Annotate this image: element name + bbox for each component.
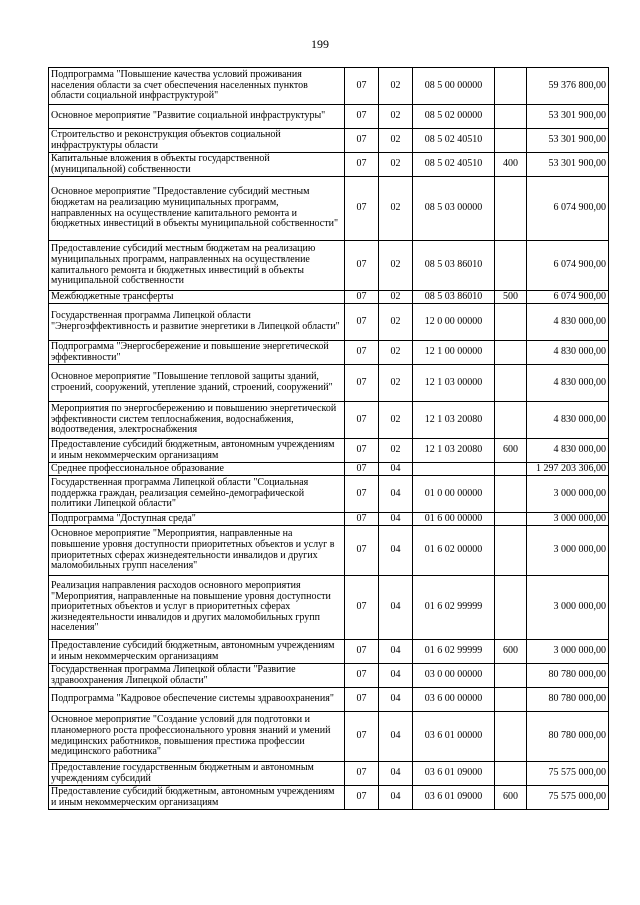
row-expense-type <box>495 762 527 786</box>
row-name: Предоставление субсидий бюджетным, автономным учреждениям и иным некоммерческим организациям <box>49 439 345 463</box>
row-expense-type <box>495 177 527 241</box>
row-expense-type <box>495 576 527 640</box>
row-target-code: 03 6 01 09000 <box>413 786 495 810</box>
table-row <box>49 526 609 576</box>
row-target-code: 12 1 03 20080 <box>413 402 495 439</box>
row-subsection: 02 <box>379 153 413 177</box>
row-expense-type: 600 <box>495 439 527 463</box>
row-expense-type: 400 <box>495 153 527 177</box>
row-name: Предоставление субсидий местным бюджетам на реализацию муниципальных программ, направленных на осуществление капитального ремонта и бюджетных инвестиций в объекты муниципальной собственности <box>49 241 345 291</box>
row-amount: 1 297 203 306,00 <box>527 463 609 476</box>
row-expense-type <box>495 365 527 402</box>
budget-table <box>48 67 609 810</box>
table-row <box>49 304 609 341</box>
row-name: Подпрограмма "Энергосбережение и повышение энергетической эффективности" <box>49 341 345 365</box>
row-name: Основное мероприятие "Мероприятия, направленные на повышение уровня доступности приоритетных объектов и услуг в приоритетных сферах жизнедеятельности инвалидов и других маломобильных групп населения" <box>49 526 345 576</box>
row-expense-type <box>495 402 527 439</box>
table-row <box>49 129 609 153</box>
row-subsection: 04 <box>379 712 413 762</box>
row-expense-type <box>495 526 527 576</box>
row-name: Подпрограмма "Повышение качества условий проживания населения области за счет обеспечения населенных пунктов области социальной инфраструктурой" <box>49 68 345 105</box>
row-amount: 75 575 000,00 <box>527 786 609 810</box>
row-subsection: 02 <box>379 304 413 341</box>
row-amount: 53 301 900,00 <box>527 153 609 177</box>
row-target-code: 08 5 00 00000 <box>413 68 495 105</box>
row-section: 07 <box>345 365 379 402</box>
table-row <box>49 786 609 810</box>
row-expense-type <box>495 241 527 291</box>
row-target-code: 03 6 00 00000 <box>413 688 495 712</box>
row-subsection: 02 <box>379 365 413 402</box>
row-expense-type <box>495 68 527 105</box>
row-expense-type: 600 <box>495 786 527 810</box>
row-section: 07 <box>345 439 379 463</box>
table-row <box>49 177 609 241</box>
row-amount: 53 301 900,00 <box>527 105 609 129</box>
row-expense-type: 600 <box>495 640 527 664</box>
row-subsection: 02 <box>379 291 413 304</box>
row-subsection: 04 <box>379 664 413 688</box>
row-section: 07 <box>345 291 379 304</box>
table-row <box>49 153 609 177</box>
row-target-code: 12 1 00 00000 <box>413 341 495 365</box>
row-section: 07 <box>345 688 379 712</box>
table-row <box>49 712 609 762</box>
row-expense-type: 500 <box>495 291 527 304</box>
table-row <box>49 105 609 129</box>
row-amount: 53 301 900,00 <box>527 129 609 153</box>
row-target-code: 03 6 01 09000 <box>413 762 495 786</box>
row-target-code: 01 6 00 00000 <box>413 513 495 526</box>
row-section: 07 <box>345 463 379 476</box>
row-target-code: 01 0 00 00000 <box>413 476 495 513</box>
row-subsection: 02 <box>379 68 413 105</box>
row-target-code: 01 6 02 00000 <box>413 526 495 576</box>
row-amount: 3 000 000,00 <box>527 526 609 576</box>
table-row <box>49 402 609 439</box>
row-target-code: 12 0 00 00000 <box>413 304 495 341</box>
row-target-code: 01 6 02 99999 <box>413 576 495 640</box>
row-amount: 6 074 900,00 <box>527 291 609 304</box>
row-amount: 4 830 000,00 <box>527 341 609 365</box>
row-subsection: 02 <box>379 177 413 241</box>
row-subsection: 04 <box>379 463 413 476</box>
table-row <box>49 341 609 365</box>
row-amount: 3 000 000,00 <box>527 513 609 526</box>
row-name: Среднее профессиональное образование <box>49 463 345 476</box>
row-expense-type <box>495 664 527 688</box>
row-subsection: 02 <box>379 439 413 463</box>
row-name: Реализация направления расходов основного мероприятия "Мероприятия, направленные на повышение уровня доступности приоритетных объектов и услуг в приоритетных сферах жизнедеятельности инвалидов и других маломобильных групп населения" <box>49 576 345 640</box>
row-name: Подпрограмма "Кадровое обеспечение системы здравоохранения" <box>49 688 345 712</box>
table-row <box>49 68 609 105</box>
row-section: 07 <box>345 402 379 439</box>
table-row <box>49 291 609 304</box>
row-expense-type <box>495 463 527 476</box>
row-expense-type <box>495 304 527 341</box>
row-expense-type <box>495 513 527 526</box>
row-subsection: 04 <box>379 786 413 810</box>
row-amount: 3 000 000,00 <box>527 640 609 664</box>
table-row <box>49 664 609 688</box>
row-subsection: 04 <box>379 762 413 786</box>
row-name: Межбюджетные трансферты <box>49 291 345 304</box>
row-target-code: 08 5 02 00000 <box>413 105 495 129</box>
row-target-code <box>413 463 495 476</box>
table-row <box>49 476 609 513</box>
row-name: Предоставление субсидий бюджетным, автономным учреждениям и иным некоммерческим организациям <box>49 786 345 810</box>
row-amount: 80 780 000,00 <box>527 664 609 688</box>
row-subsection: 02 <box>379 129 413 153</box>
row-subsection: 04 <box>379 526 413 576</box>
table-row <box>49 241 609 291</box>
table-row <box>49 762 609 786</box>
row-section: 07 <box>345 576 379 640</box>
row-amount: 3 000 000,00 <box>527 476 609 513</box>
row-amount: 80 780 000,00 <box>527 688 609 712</box>
row-amount: 3 000 000,00 <box>527 576 609 640</box>
row-subsection: 02 <box>379 105 413 129</box>
table-row <box>49 576 609 640</box>
row-target-code: 08 5 02 40510 <box>413 153 495 177</box>
page-number: 199 <box>311 37 329 51</box>
row-target-code: 01 6 02 99999 <box>413 640 495 664</box>
row-subsection: 04 <box>379 476 413 513</box>
row-subsection: 04 <box>379 640 413 664</box>
row-section: 07 <box>345 68 379 105</box>
row-expense-type <box>495 129 527 153</box>
row-amount: 4 830 000,00 <box>527 402 609 439</box>
row-section: 07 <box>345 640 379 664</box>
row-target-code: 08 5 03 86010 <box>413 241 495 291</box>
row-expense-type <box>495 476 527 513</box>
row-section: 07 <box>345 762 379 786</box>
row-name: Государственная программа Липецкой области "Развитие здравоохранения Липецкой области" <box>49 664 345 688</box>
row-name: Основное мероприятие "Создание условий для подготовки и планомерного роста профессионального уровня знаний и умений медицинских работников, повышения престижа профессии медицинского работника" <box>49 712 345 762</box>
row-name: Предоставление субсидий бюджетным, автономным учреждениям и иным некоммерческим организациям <box>49 640 345 664</box>
row-name: Государственная программа Липецкой области "Энергоэффективность и развитие энергетики в Липецкой области" <box>49 304 345 341</box>
row-target-code: 12 1 03 20080 <box>413 439 495 463</box>
row-section: 07 <box>345 129 379 153</box>
row-name: Основное мероприятие "Развитие социальной инфраструктуры" <box>49 105 345 129</box>
row-name: Строительство и реконструкция объектов социальной инфраструктуры области <box>49 129 345 153</box>
row-section: 07 <box>345 476 379 513</box>
table-row <box>49 365 609 402</box>
table-row <box>49 513 609 526</box>
row-expense-type <box>495 712 527 762</box>
row-target-code: 03 0 00 00000 <box>413 664 495 688</box>
row-amount: 6 074 900,00 <box>527 241 609 291</box>
table-row <box>49 439 609 463</box>
row-target-code: 08 5 03 00000 <box>413 177 495 241</box>
row-section: 07 <box>345 304 379 341</box>
row-subsection: 02 <box>379 341 413 365</box>
row-expense-type <box>495 688 527 712</box>
row-section: 07 <box>345 241 379 291</box>
row-subsection: 04 <box>379 576 413 640</box>
row-name: Основное мероприятие "Повышение тепловой защиты зданий, строений, сооружений, утепление зданий, строений, сооружений" <box>49 365 345 402</box>
row-section: 07 <box>345 664 379 688</box>
table-row <box>49 463 609 476</box>
row-section: 07 <box>345 177 379 241</box>
row-amount: 59 376 800,00 <box>527 68 609 105</box>
row-subsection: 02 <box>379 402 413 439</box>
row-amount: 4 830 000,00 <box>527 439 609 463</box>
row-name: Государственная программа Липецкой области "Социальная поддержка граждан, реализация семейно-демографической политики Липецкой области" <box>49 476 345 513</box>
row-name: Основное мероприятие "Предоставление субсидий местным бюджетам на реализацию муниципальных программ, направленных на осуществление капитального ремонта и бюджетных инвестиций в объекты муниципальной собственности" <box>49 177 345 241</box>
row-name: Подпрограмма "Доступная среда" <box>49 513 345 526</box>
row-name: Капитальные вложения в объекты государственной (муниципальной) собственности <box>49 153 345 177</box>
row-amount: 6 074 900,00 <box>527 177 609 241</box>
row-amount: 4 830 000,00 <box>527 365 609 402</box>
row-amount: 75 575 000,00 <box>527 762 609 786</box>
row-subsection: 04 <box>379 513 413 526</box>
row-section: 07 <box>345 105 379 129</box>
row-amount: 80 780 000,00 <box>527 712 609 762</box>
row-section: 07 <box>345 513 379 526</box>
row-target-code: 08 5 02 40510 <box>413 129 495 153</box>
row-section: 07 <box>345 786 379 810</box>
row-name: Мероприятия по энергосбережению и повышению энергетической эффективности систем теплоснабжения, водоснабжения, водоотведения, электроснабжения <box>49 402 345 439</box>
row-subsection: 02 <box>379 241 413 291</box>
row-expense-type <box>495 105 527 129</box>
row-section: 07 <box>345 526 379 576</box>
row-section: 07 <box>345 341 379 365</box>
row-target-code: 08 5 03 86010 <box>413 291 495 304</box>
row-section: 07 <box>345 153 379 177</box>
row-amount: 4 830 000,00 <box>527 304 609 341</box>
row-expense-type <box>495 341 527 365</box>
row-subsection: 04 <box>379 688 413 712</box>
row-target-code: 12 1 03 00000 <box>413 365 495 402</box>
table-row <box>49 640 609 664</box>
row-name: Предоставление государственным бюджетным и автономным учреждениям субсидий <box>49 762 345 786</box>
row-target-code: 03 6 01 00000 <box>413 712 495 762</box>
table-row <box>49 688 609 712</box>
row-section: 07 <box>345 712 379 762</box>
